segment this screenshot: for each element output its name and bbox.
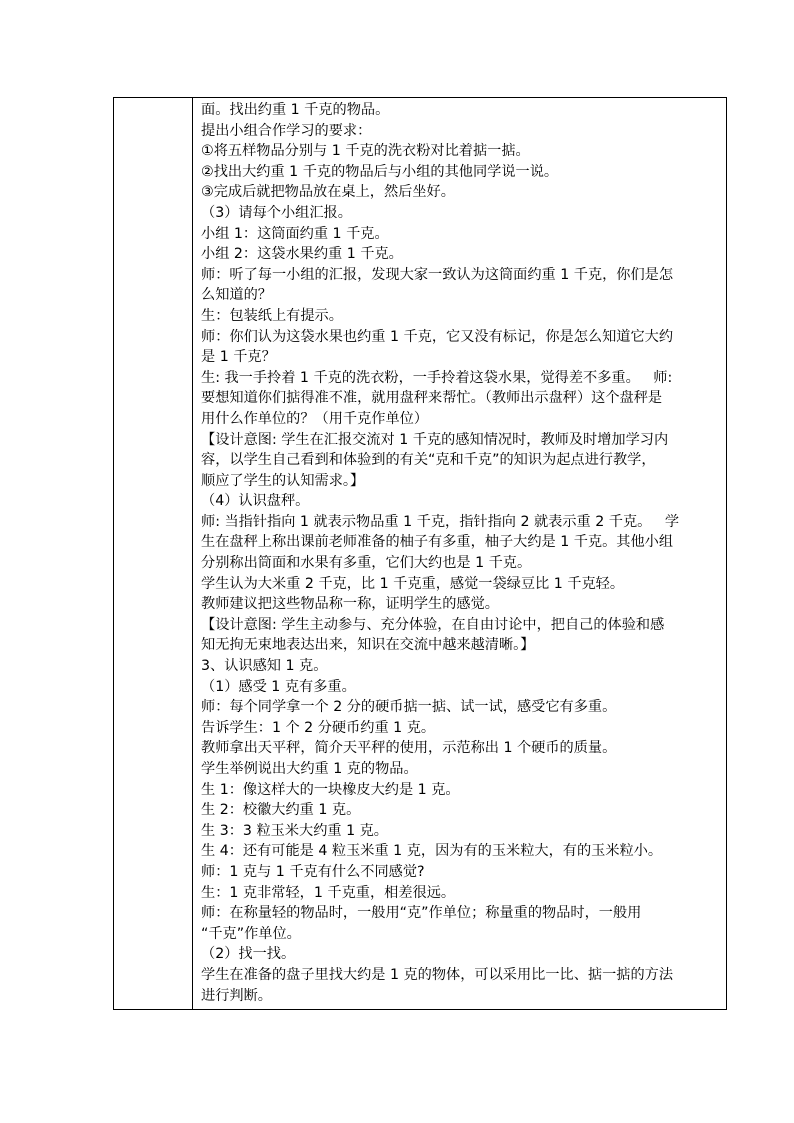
- text-line: 进行判断。: [201, 987, 272, 1004]
- text-line: 要想知道你们掂得准不准，就用盘秤来帮忙。（教师出示盘秤）这个盘秤是: [201, 390, 663, 407]
- text-line: 生 2：校徽大约重 1 克。: [201, 802, 361, 819]
- text-line: 生: 我一手拎着 1 千克的洗衣粉，一手拎着这袋水果，觉得差不多重。 师:: [201, 369, 673, 386]
- text-line: 生 4：还有可能是 4 粒玉米重 1 克，因为有的玉米粒大，有的玉米粒小。: [201, 843, 663, 860]
- text-line: “千克”作单位。: [201, 925, 301, 942]
- text-line: 师：你们认为这袋水果也约重 1 千克，它又没有标记，你是怎么知道它大约: [201, 328, 674, 345]
- lesson-content-cell: [201, 100, 723, 1006]
- text-line: 生：包装纸上有提示。: [201, 307, 343, 324]
- text-line: ①将五样物品分别与 1 千克的洗衣粉对比着掂一掂。: [201, 143, 530, 160]
- lesson-table: [113, 97, 727, 1010]
- design-intent-note: 容，以学生自己看到和体验到的有关“克和千克”的知识为起点进行教学，: [201, 452, 656, 469]
- design-intent-note: 顺应了学生的认知需求。】: [201, 472, 365, 489]
- text-line: 师：在称量轻的物品时，一般用“克”作单位；称量重的物品时，一般用: [201, 905, 642, 922]
- text-line: 学生认为大米重 2 千克，比 1 千克重，感觉一袋绿豆比 1 千克轻。: [201, 575, 625, 592]
- text-line: 小组 2：这袋水果约重 1 千克。: [201, 246, 403, 263]
- text-line: 么知道的？: [201, 287, 272, 304]
- text-line: 师：1 克与 1 千克有什么不同感觉?: [201, 863, 425, 880]
- text-line: 是 1 千克？: [201, 349, 276, 366]
- text-line: 教师建议把这些物品称一称，证明学生的感觉。: [201, 596, 499, 613]
- text-line: 生在盘秤上称出课前老师准备的柚子有多重，柚子大约是 1 千克。其他小组: [201, 534, 674, 551]
- text-line: 教师拿出天平秤，简介天平秤的使用，示范称出 1 个硬币的质量。: [201, 740, 617, 757]
- text-line: 小组 1：这筒面约重 1 千克。: [201, 225, 389, 242]
- text-line: （4）认识盘秤。: [201, 493, 310, 510]
- text-line: 提出小组合作学习的要求：: [201, 122, 372, 139]
- text-line: 师：听了每一小组的汇报，发现大家一致认为这筒面约重 1 千克，你们是怎: [201, 266, 674, 283]
- text-line: （3）请每个小组汇报。: [201, 204, 352, 221]
- section-heading: 3、认识感知 1 克。: [201, 658, 328, 675]
- left-column-cell: [114, 98, 193, 1009]
- text-line: 师：每个同学拿一个 2 分的硬币掂一掂、试一试，感受它有多重。: [201, 699, 617, 716]
- text-line: （1）感受 1 克有多重。: [201, 678, 356, 695]
- text-line: 师: 当指针指向 1 就表示物品重 1 千克，指针指向 2 就表示重 2 千克。 学: [201, 513, 680, 530]
- text-line: 用什么作单位的？（用千克作单位）: [201, 410, 429, 427]
- text-line: 生 3：3 粒玉米大约重 1 克。: [201, 822, 388, 839]
- text-line: 学生举例说出大约重 1 克的物品。: [201, 761, 418, 777]
- text-line: 生 1：像这样大的一块橡皮大约是 1 克。: [201, 781, 460, 798]
- text-line: ②找出大约重 1 千克的物品后与小组的其他同学说一说。: [201, 163, 559, 180]
- text-line: 生：1 克非常轻，1 千克重，相差很远。: [201, 884, 456, 901]
- design-intent-note: 知无拘无束地表达出来，知识在交流中越来越清晰。】: [201, 637, 535, 654]
- text-line: （2）找一找。: [201, 946, 296, 963]
- text-line: 分别称出筒面和水果有多重，它们大约也是 1 千克。: [201, 555, 532, 572]
- text-line: ③完成后就把物品放在桌上，然后坐好。: [201, 184, 455, 201]
- text-line: 告诉学生：1 个 2 分硬币约重 1 克。: [201, 719, 436, 736]
- text-line: 面。找出约重 1 千克的物品。: [201, 102, 390, 118]
- design-intent-note: 【设计意图: 学生在汇报交流对 1 千克的感知情况时，教师及时增加学习内: [201, 431, 669, 448]
- design-intent-note: 【设计意图: 学生主动参与、充分体验，在自由讨论中，把自己的体验和感: [201, 616, 665, 633]
- text-line: 学生在准备的盘子里找大约是 1 克的物体，可以采用比一比、掂一掂的方法: [201, 966, 674, 983]
